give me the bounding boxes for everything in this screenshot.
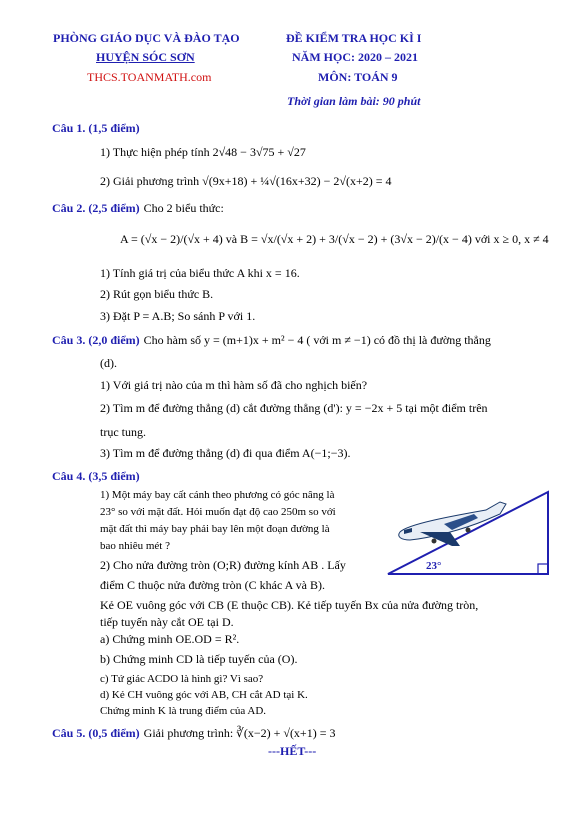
q2-part3: 3) Đặt P = A.B; So sánh P với 1. [100,309,256,323]
q5-heading [52,724,335,742]
q3-heading [52,331,491,349]
q4-part1-line2: 23° so với mặt đất. Hỏi muốn đạt độ cao 250m so với [100,506,336,518]
q2-heading [52,199,224,217]
school-year: NĂM HỌC: 2020 – 2021 [292,50,418,64]
district-title: HUYỆN SÓC SƠN [96,50,195,64]
q4-part1-line3: mặt đất thì máy bay phải bay lên một đoạn đường là [100,523,330,535]
source-site: THCS.TOANMATH.com [87,70,212,84]
q3-intro: Cho hàm số y = (m+1)x + m² − 4 ( với m ≠ −1) có đồ thị là đường thẳng [143,333,491,347]
subject: MÔN: TOÁN 9 [318,70,398,84]
q4-part-a: a) Chứng minh OE.OD = R². [100,632,240,646]
end-marker: ---HẾT--- [268,744,317,758]
right-angle-mark [538,564,548,574]
q3-part1: 1) Với giá trị nào của m thì hàm số đã cho nghịch biến? [100,378,368,392]
q4-part-b: b) Chứng minh CD là tiếp tuyến của (O). [100,652,298,666]
q3-title: Câu 3. (2,0 điểm) [52,333,140,347]
q4-part2-line3: Kẻ OE vuông góc với CB (E thuộc CB). Kẻ tiếp tuyến Bx của nửa đường tròn, [100,598,479,612]
time-limit: Thời gian làm bài: 90 phút [287,94,421,108]
q5-title: Câu 5. (0,5 điểm) [52,726,140,740]
q2-intro: Cho 2 biểu thức: [143,201,224,215]
q1-part2: 2) Giải phương trình √(9x+18) + ¼√(16x+32) − 2√(x+2) = 4 [100,174,392,188]
q2-title: Câu 2. (2,5 điểm) [52,201,140,215]
q3-part2: 2) Tìm m để đường thẳng (d) cắt đường thẳng (d'): y = −2x + 5 tại một điểm trên [100,401,488,415]
q1-title: Câu 1. (1,5 điểm) [52,121,140,135]
angle-label: 23° [426,560,442,572]
q2-part2: 2) Rút gọn biểu thức B. [100,287,214,301]
exam-title: ĐỀ KIỂM TRA HỌC KÌ I [286,31,422,45]
airplane-figure [382,486,554,578]
q1-part1: 1) Thực hiện phép tính 2√48 − 3√75 + √27 [100,145,306,159]
q3-intro-cont: (d). [100,356,117,370]
dept-title: PHÒNG GIÁO DỤC VÀ ĐÀO TẠO [53,31,240,45]
q2-formula: A = (√x − 2)/(√x + 4) và B = √x/(√x + 2) + 3/(√x − 2) + (3√x − 2)/(x − 4) với x ≥ 0, x ≠ 4 [120,232,549,246]
q4-part2-line1: 2) Cho nửa đường tròn (O;R) đường kính AB . Lấy [100,558,346,572]
q5-text: Giải phương trình: ∛(x−2) + √(x+1) = 3 [143,726,336,740]
q4-part1-line4: bao nhiêu mét ? [100,540,170,552]
q4-part2-line4: tiếp tuyến này cắt OE tại D. [100,615,234,629]
q3-part3: 3) Tìm m để đường thẳng (d) đi qua điểm A(−1;−3). [100,446,351,460]
q2-part1: 1) Tính giá trị của biểu thức A khi x = 16. [100,266,300,280]
q4-part-d: d) Kẻ CH vuông góc với AB, CH cắt AD tại K. [100,689,308,701]
q4-part2-line2: điểm C thuộc nửa đường tròn (C khác A và B). [100,578,325,592]
airplane-icon [399,502,506,546]
q3-part2-cont: trục tung. [100,425,146,439]
q4-title: Câu 4. (3,5 điểm) [52,469,140,483]
q4-part-c: c) Tứ giác ACDO là hình gì? Vì sao? [100,673,264,685]
q4-part1-line1: 1) Một máy bay cất cánh theo phương có góc nâng là [100,489,335,501]
q4-part-d-cont: Chứng minh K là trung điểm của AD. [100,705,267,717]
